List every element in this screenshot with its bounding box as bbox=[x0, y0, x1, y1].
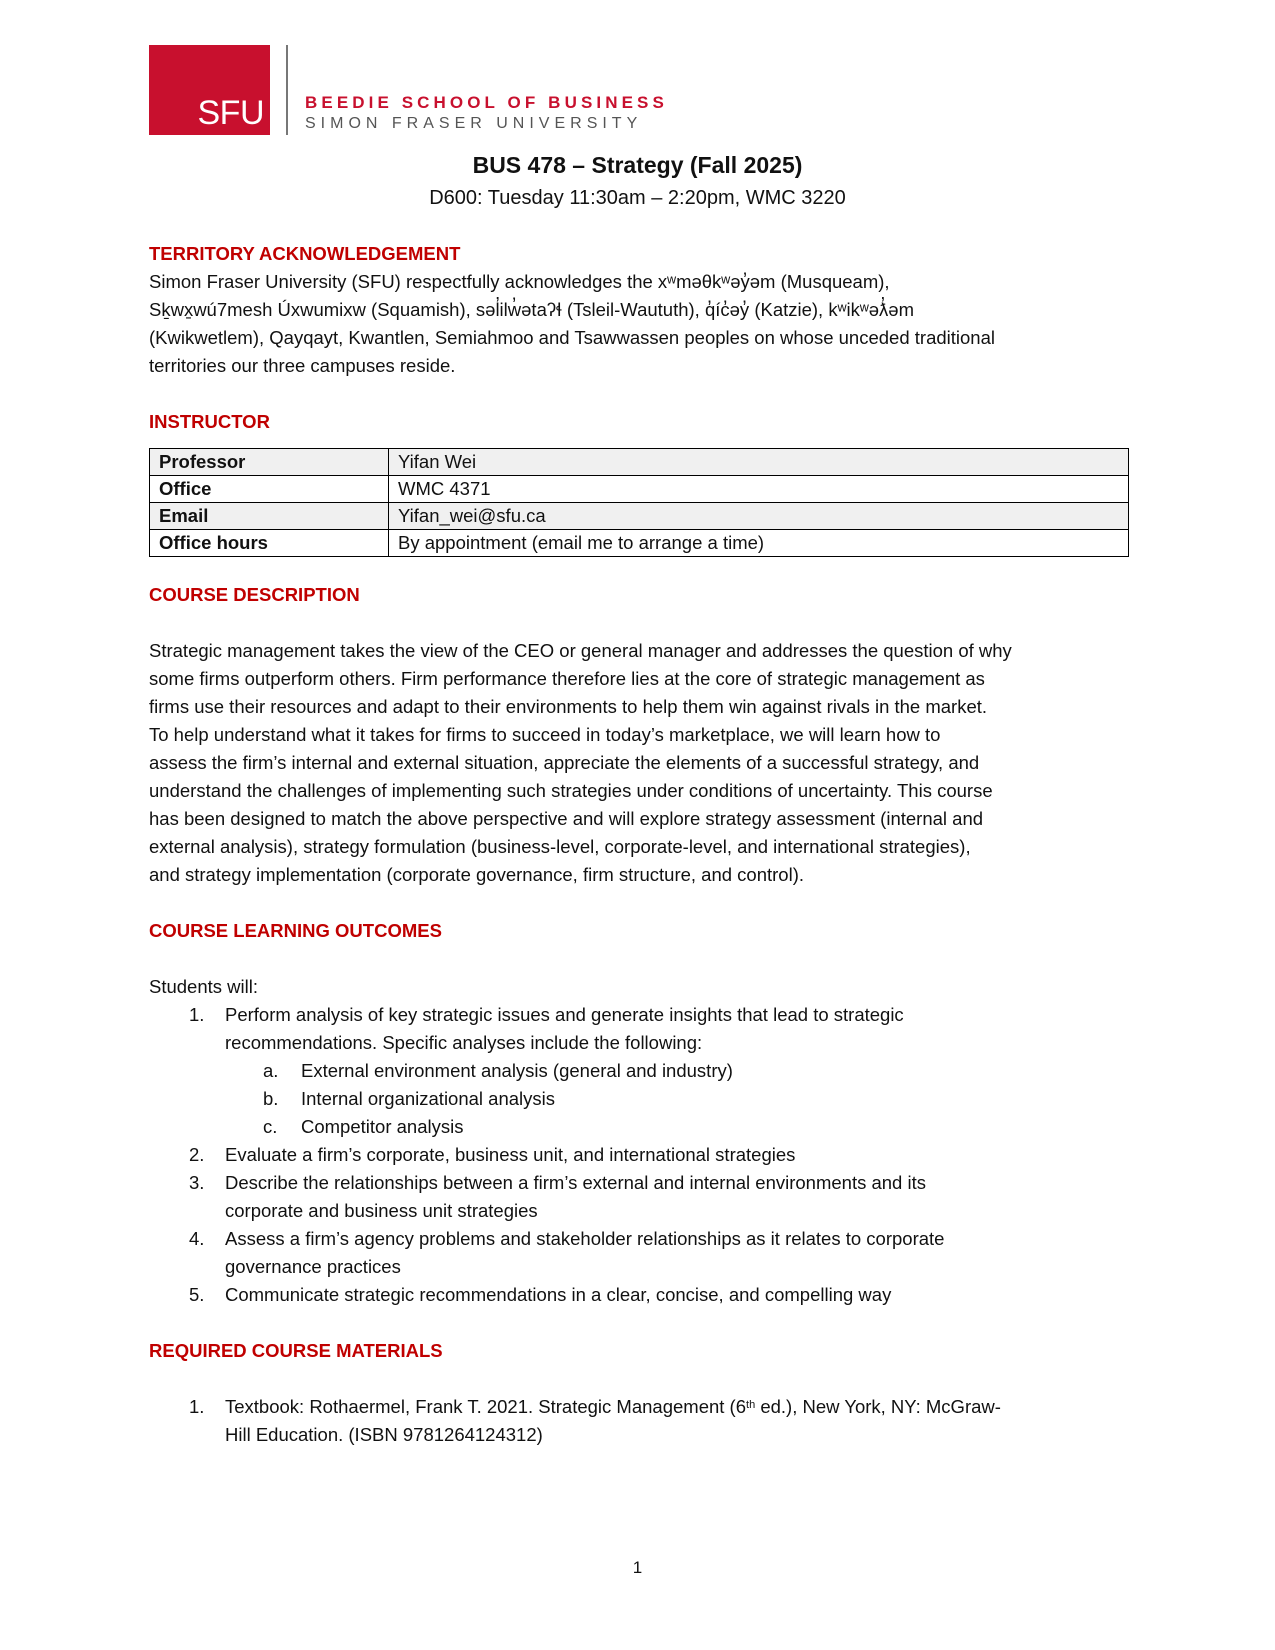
list-item bbox=[149, 1281, 1129, 1309]
row-value: Yifan Wei bbox=[389, 449, 1129, 476]
materials-heading: REQUIRED COURSE MATERIALS bbox=[149, 1340, 443, 1361]
description-line: some firms outperform others. Firm performance therefore lies at the core of strategic management as bbox=[149, 668, 985, 689]
item-number: 1. bbox=[189, 1396, 205, 1417]
description-line: To help understand what it takes for firms to succeed in today’s marketplace, we will learn how to bbox=[149, 724, 941, 745]
logo-university-name: SIMON FRASER UNIVERSITY bbox=[305, 115, 643, 132]
table-row bbox=[150, 503, 1129, 530]
logo-divider bbox=[286, 45, 288, 135]
list-item bbox=[149, 1001, 1129, 1141]
item-text: Perform analysis of key strategic issues and generate insights that lead to strategic bbox=[225, 1004, 904, 1025]
syllabus-content bbox=[149, 240, 1129, 1449]
item-number: 2. bbox=[189, 1144, 205, 1165]
outcomes-section bbox=[149, 917, 1129, 1309]
territory-line: (Kwikwetlem), Qayqayt, Kwantlen, Semiahmoo and Tsawwassen peoples on whose unceded traditional bbox=[149, 327, 995, 348]
item-text: Hill Education. (ISBN 9781264124312) bbox=[225, 1424, 543, 1445]
item-number: 3. bbox=[189, 1172, 205, 1193]
item-text: recommendations. Specific analyses include the following: bbox=[225, 1032, 703, 1053]
territory-line: Sḵwx̱wú7mesh Úxwumixw (Squamish), səl̓ilw̓ətaʔɬ (Tsleil-Waututh), q̓íc̓əy̓ (Katzie), kʷikʷəƛ̓əm bbox=[149, 299, 914, 320]
description-section bbox=[149, 581, 1129, 889]
description-line: assess the firm’s internal and external situation, appreciate the elements of a successful strategy, and bbox=[149, 752, 980, 773]
textbook-citation-part: Textbook: Rothaermel, Frank T. 2021. Strategic Management (6 bbox=[225, 1396, 747, 1417]
outcomes-intro: Students will: bbox=[149, 976, 258, 997]
item-text bbox=[225, 1393, 1129, 1421]
row-label: Professor bbox=[150, 449, 389, 476]
row-value: WMC 4371 bbox=[389, 476, 1129, 503]
item-text: Describe the relationships between a firm’s external and internal environments and its bbox=[225, 1172, 926, 1193]
instructor-table bbox=[149, 448, 1129, 557]
description-line: understand the challenges of implementing such strategies under conditions of uncertainty. This course bbox=[149, 780, 993, 801]
item-text: corporate and business unit strategies bbox=[225, 1200, 538, 1221]
sub-list-item bbox=[225, 1113, 1129, 1141]
course-schedule: D600: Tuesday 11:30am – 2:20pm, WMC 3220 bbox=[429, 187, 846, 209]
sub-list bbox=[225, 1057, 1129, 1141]
sub-list-item bbox=[225, 1057, 1129, 1085]
list-item bbox=[149, 1225, 1129, 1281]
instructor-section bbox=[149, 408, 1129, 557]
outcomes-list bbox=[149, 1001, 1129, 1309]
territory-line: territories our three campuses reside. bbox=[149, 355, 456, 376]
textbook-citation-part: ed.), New York, NY: McGraw- bbox=[755, 1396, 1001, 1417]
sub-item-text: Internal organizational analysis bbox=[301, 1088, 556, 1109]
list-item bbox=[149, 1169, 1129, 1225]
item-text: governance practices bbox=[225, 1256, 401, 1277]
page-number: 1 bbox=[632, 1558, 643, 1577]
item-text: Communicate strategic recommendations in a clear, concise, and compelling way bbox=[225, 1284, 892, 1305]
description-line: Strategic management takes the view of the CEO or general manager and addresses the question of why bbox=[149, 640, 1012, 661]
row-label: Office hours bbox=[150, 530, 389, 557]
row-label: Office bbox=[150, 476, 389, 503]
list-item bbox=[149, 1141, 1129, 1169]
sub-item-letter: b. bbox=[263, 1088, 279, 1109]
outcomes-heading: COURSE LEARNING OUTCOMES bbox=[149, 920, 442, 941]
description-line: firms use their resources and adapt to their environments to help them win against rivals in the market. bbox=[149, 696, 988, 717]
sub-item-text: External environment analysis (general and industry) bbox=[301, 1060, 733, 1081]
table-row bbox=[150, 530, 1129, 557]
description-line: and strategy implementation (corporate governance, firm structure, and control). bbox=[149, 864, 805, 885]
table-row bbox=[150, 476, 1129, 503]
row-label: Email bbox=[150, 503, 389, 530]
item-number: 5. bbox=[189, 1284, 205, 1305]
sub-list-item bbox=[225, 1085, 1129, 1113]
item-number: 1. bbox=[189, 1004, 205, 1025]
logo-sfu-mark: SFU bbox=[197, 94, 264, 132]
course-title: BUS 478 – Strategy (Fall 2025) bbox=[472, 152, 803, 178]
row-value: By appointment (email me to arrange a time) bbox=[389, 530, 1129, 557]
territory-line: Simon Fraser University (SFU) respectfully acknowledges the xʷməθkʷəy̓əm (Musqueam), bbox=[149, 271, 890, 292]
description-heading: COURSE DESCRIPTION bbox=[149, 584, 360, 605]
description-line: external analysis), strategy formulation (business-level, corporate-level, and international strategies), bbox=[149, 836, 971, 857]
materials-list bbox=[149, 1393, 1129, 1449]
sub-item-letter: c. bbox=[263, 1116, 278, 1137]
instructor-heading: INSTRUCTOR bbox=[149, 411, 270, 432]
ordinal-superscript: th bbox=[746, 1399, 756, 1411]
email-link[interactable]: Yifan_wei@sfu.ca bbox=[389, 503, 1129, 530]
item-number: 4. bbox=[189, 1228, 205, 1249]
territory-section bbox=[149, 240, 1129, 380]
territory-heading: TERRITORY ACKNOWLEDGEMENT bbox=[149, 243, 461, 264]
logo-school-name: BEEDIE SCHOOL OF BUSINESS bbox=[305, 93, 668, 112]
table-row bbox=[150, 449, 1129, 476]
item-text: Assess a firm’s agency problems and stakeholder relationships as it relates to corporate bbox=[225, 1228, 945, 1249]
description-line: has been designed to match the above perspective and will explore strategy assessment (internal and bbox=[149, 808, 984, 829]
list-item bbox=[149, 1393, 1129, 1449]
item-text: Evaluate a firm’s corporate, business unit, and international strategies bbox=[225, 1144, 796, 1165]
sub-item-text: Competitor analysis bbox=[301, 1116, 464, 1137]
materials-section bbox=[149, 1337, 1129, 1449]
logo-red-block bbox=[149, 45, 270, 135]
sub-item-letter: a. bbox=[263, 1060, 279, 1081]
